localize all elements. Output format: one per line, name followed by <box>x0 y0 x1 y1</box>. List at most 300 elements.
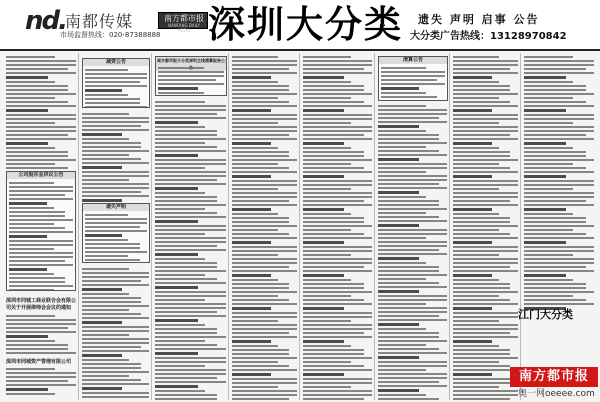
text-line <box>232 85 289 87</box>
text-line <box>303 299 364 301</box>
text-line <box>303 105 372 107</box>
text-line <box>155 328 217 330</box>
text-line <box>303 353 364 355</box>
text-line <box>378 105 426 107</box>
text-line <box>232 378 297 380</box>
text-line <box>82 326 149 328</box>
text-line <box>453 340 492 343</box>
text-line <box>524 287 586 289</box>
text-line <box>82 195 149 197</box>
text-line <box>85 94 128 96</box>
text-line <box>524 93 594 95</box>
text-line <box>303 390 372 392</box>
text-line <box>378 191 419 194</box>
text-line <box>303 114 372 116</box>
text-line <box>82 117 149 119</box>
text-line <box>453 101 510 103</box>
text-line <box>82 187 149 189</box>
text-line <box>85 222 147 224</box>
text-line <box>378 303 426 305</box>
media-logo <box>25 6 204 48</box>
text-line <box>9 252 73 254</box>
text-line <box>378 356 419 359</box>
text-line <box>378 398 439 400</box>
text-line <box>303 328 372 330</box>
text-line <box>85 214 128 216</box>
text-line <box>453 109 492 112</box>
text-line <box>232 142 271 145</box>
text-line <box>524 118 594 120</box>
text-line <box>232 221 289 223</box>
text-line <box>232 122 278 124</box>
text-line <box>378 154 447 156</box>
text-line <box>303 250 372 252</box>
text-line <box>453 378 518 380</box>
text-line <box>303 180 372 182</box>
text-line <box>303 225 372 227</box>
text-line <box>378 241 447 243</box>
text-block <box>524 56 594 312</box>
text-line <box>524 142 566 145</box>
text-line <box>9 285 73 287</box>
text-line <box>378 216 439 218</box>
text-line <box>378 138 439 140</box>
text-line <box>232 175 271 178</box>
text-line <box>303 134 364 136</box>
text-line <box>232 258 297 260</box>
text-line <box>453 369 518 371</box>
supervision-hotline: 市场监督热线：020-87388888 <box>60 31 161 39</box>
text-line <box>232 68 289 70</box>
text-line <box>303 138 372 140</box>
text-line <box>155 192 205 194</box>
text-line <box>378 344 426 346</box>
text-line <box>303 204 372 206</box>
text-line <box>378 340 447 342</box>
text-line <box>303 122 351 124</box>
text-line <box>303 213 351 215</box>
text-line <box>524 274 566 277</box>
text-line <box>6 159 76 161</box>
text-line <box>155 134 217 136</box>
text-line <box>453 365 510 367</box>
text-line <box>453 196 518 198</box>
text-line <box>82 284 149 286</box>
text-line <box>6 60 76 62</box>
text-line <box>378 373 447 375</box>
text-line <box>453 229 499 231</box>
text-line <box>303 184 372 186</box>
text-line <box>453 382 518 384</box>
text-line <box>82 125 141 127</box>
text-line <box>232 147 278 149</box>
column-6 <box>376 53 450 400</box>
text-line <box>524 192 594 194</box>
text-line <box>82 396 149 398</box>
text-block <box>6 368 76 397</box>
text-line <box>378 224 419 227</box>
text-line <box>453 208 492 211</box>
text-line <box>155 245 217 247</box>
notice-title: 公司股东会决议公告 <box>7 172 75 179</box>
text-line <box>453 151 510 153</box>
text-line <box>378 377 447 379</box>
text-line <box>303 332 364 334</box>
text-line <box>82 367 141 369</box>
text-line <box>6 101 68 103</box>
text-line <box>232 60 297 62</box>
text-block <box>6 56 76 171</box>
text-block <box>232 56 297 400</box>
text-line <box>155 237 226 239</box>
text-line <box>155 204 226 206</box>
text-line <box>453 56 499 58</box>
text-line <box>85 85 147 87</box>
text-line <box>82 142 141 144</box>
text-line <box>378 249 439 251</box>
text-line <box>6 138 76 140</box>
text-line <box>82 199 122 202</box>
logo-name: 南都传媒 <box>65 12 134 31</box>
text-line <box>232 386 278 388</box>
text-line <box>303 130 372 132</box>
text-line <box>378 196 426 198</box>
text-line <box>6 130 76 132</box>
column-8 <box>522 53 596 400</box>
text-line <box>378 200 439 202</box>
text-line <box>232 81 278 83</box>
site-watermark: 奥一网oeeee.com <box>518 389 595 399</box>
text-line <box>524 295 573 297</box>
text-line <box>524 237 594 239</box>
text-line <box>82 191 141 193</box>
text-line <box>232 283 289 285</box>
text-line <box>232 109 271 112</box>
notice-body <box>9 182 73 291</box>
notice-body <box>85 69 147 108</box>
text-line <box>524 241 566 244</box>
text-line <box>303 56 351 58</box>
text-line <box>378 167 447 169</box>
text-line <box>82 293 129 295</box>
text-line <box>232 357 297 359</box>
text-line <box>524 171 594 173</box>
text-line <box>82 383 149 385</box>
text-line <box>453 258 518 260</box>
text-line <box>155 274 205 276</box>
text-line <box>82 183 149 185</box>
text-line <box>232 118 297 120</box>
text-line <box>232 151 289 153</box>
text-line <box>303 266 364 268</box>
text-line <box>303 340 344 343</box>
text-line <box>232 163 278 165</box>
text-line <box>524 147 573 149</box>
text-line <box>82 387 122 390</box>
text-line <box>155 138 226 140</box>
text-block <box>82 268 149 400</box>
text-line <box>232 126 297 128</box>
text-line <box>155 357 226 359</box>
column-5 <box>301 53 375 400</box>
text-line <box>82 371 149 373</box>
text-line <box>378 130 426 132</box>
text-line <box>378 171 426 173</box>
text-line <box>155 220 198 223</box>
text-line <box>453 142 492 145</box>
text-line <box>303 208 344 211</box>
text-line <box>232 382 297 384</box>
text-line <box>155 299 205 301</box>
text-line <box>378 332 439 334</box>
text-line <box>6 376 76 378</box>
text-line <box>524 85 586 87</box>
text-line <box>155 249 226 251</box>
text-line <box>155 105 226 107</box>
text-line <box>6 393 55 395</box>
text-line <box>6 368 55 370</box>
text-line <box>232 398 289 400</box>
text-line <box>6 89 68 91</box>
text-line <box>232 208 271 211</box>
text-line <box>378 274 447 276</box>
column-1 <box>4 53 79 400</box>
text-line <box>82 346 141 348</box>
text-line <box>155 163 226 165</box>
text-line <box>232 291 297 293</box>
text-line <box>453 171 518 173</box>
text-line <box>82 150 149 152</box>
text-line <box>453 332 510 334</box>
text-line <box>453 97 499 99</box>
text-line <box>82 179 129 181</box>
text-line <box>232 114 297 116</box>
text-line <box>85 73 147 75</box>
text-line <box>155 154 198 157</box>
text-line <box>232 229 278 231</box>
text-line <box>303 357 372 359</box>
text-line <box>155 113 217 115</box>
text-line <box>155 381 226 383</box>
text-line <box>378 253 447 255</box>
text-line <box>524 217 586 219</box>
text-line <box>9 211 65 213</box>
text-line <box>453 303 518 305</box>
text-line <box>232 246 297 248</box>
text-line <box>524 258 594 260</box>
text-line <box>303 295 351 297</box>
text-line <box>82 138 129 140</box>
text-line <box>232 274 271 277</box>
text-line <box>85 226 140 228</box>
text-line <box>524 225 594 227</box>
text-line <box>453 204 518 206</box>
text-line <box>378 307 447 309</box>
text-line <box>524 81 573 83</box>
text-line <box>303 270 372 272</box>
text-line <box>85 69 128 71</box>
text-line <box>378 212 426 214</box>
text-line <box>82 301 141 303</box>
text-line <box>155 270 226 272</box>
text-line <box>378 299 447 301</box>
text-line <box>303 159 372 161</box>
text-line <box>453 320 499 322</box>
text-line <box>378 237 426 239</box>
text-line <box>232 394 297 396</box>
text-line <box>6 331 76 333</box>
text-line <box>6 134 68 136</box>
text-line <box>9 235 47 238</box>
text-line <box>85 255 128 257</box>
text-line <box>303 336 372 338</box>
text-line <box>6 109 48 112</box>
text-line <box>155 101 205 103</box>
notice-title: 减资公告 <box>83 59 149 66</box>
text-line <box>6 348 68 350</box>
text-line <box>524 60 594 62</box>
text-line <box>9 264 73 266</box>
text-line <box>9 268 47 271</box>
text-line <box>155 348 226 350</box>
text-line <box>6 122 55 124</box>
text-line <box>82 133 122 136</box>
text-line <box>453 241 492 244</box>
text-line <box>453 221 510 223</box>
text-line <box>453 254 499 256</box>
text-line <box>378 175 447 177</box>
text-line <box>524 208 566 211</box>
text-line <box>232 353 289 355</box>
text-line <box>232 134 289 136</box>
text-line <box>155 258 205 260</box>
text-line <box>85 251 147 253</box>
text-line <box>82 171 149 173</box>
text-line <box>85 230 147 232</box>
text-line <box>232 287 289 289</box>
text-line <box>378 229 447 231</box>
text-line <box>85 98 140 100</box>
text-line <box>303 142 344 145</box>
text-line <box>6 105 76 107</box>
text-line <box>232 270 297 272</box>
text-line <box>524 68 586 70</box>
text-line <box>453 81 499 83</box>
text-line <box>155 390 205 392</box>
text-line <box>453 262 518 264</box>
text-line <box>378 134 439 136</box>
text-line <box>453 328 518 330</box>
text-line <box>232 56 278 58</box>
column-7 <box>451 53 521 400</box>
text-line <box>524 126 594 128</box>
text-line <box>524 167 586 169</box>
text-line <box>303 229 351 231</box>
text-line <box>524 122 573 124</box>
text-line <box>524 175 566 178</box>
text-line <box>6 388 48 391</box>
text-line <box>303 283 364 285</box>
text-line <box>155 394 217 396</box>
text-line <box>303 324 372 326</box>
text-line <box>524 204 594 206</box>
text-line <box>82 359 129 361</box>
ad-hotline: 大分类广告热线：13128970842 <box>410 31 567 42</box>
text-line <box>82 146 141 148</box>
text-line <box>453 233 510 235</box>
text-line <box>158 67 204 69</box>
text-line <box>6 85 68 87</box>
text-line <box>85 234 122 237</box>
text-line <box>232 233 289 235</box>
text-line <box>82 330 149 332</box>
text-line <box>303 101 364 103</box>
text-line <box>303 155 364 157</box>
text-line <box>6 352 76 354</box>
text-line <box>453 283 510 285</box>
text-line <box>453 266 510 268</box>
text-line <box>303 76 344 79</box>
text-line <box>82 354 122 357</box>
text-line <box>155 311 217 313</box>
text-line <box>232 373 271 376</box>
text-line <box>303 241 344 244</box>
text-line <box>155 385 198 388</box>
text-line <box>378 270 439 272</box>
text-line <box>232 213 278 215</box>
text-line <box>9 186 73 188</box>
text-line <box>524 188 573 190</box>
text-line <box>6 114 76 116</box>
text-line <box>85 102 140 104</box>
text-line <box>158 87 198 90</box>
text-line <box>453 159 518 161</box>
text-line <box>378 109 447 111</box>
text-line <box>155 183 226 185</box>
text-line <box>303 60 372 62</box>
text-line <box>155 179 217 181</box>
text-line <box>155 315 226 317</box>
text-line <box>303 93 372 95</box>
text-line <box>453 307 492 310</box>
text-line <box>303 365 364 367</box>
text-line <box>524 200 586 202</box>
text-line <box>303 246 372 248</box>
text-line <box>6 344 68 346</box>
text-line <box>453 386 499 388</box>
text-line <box>155 208 205 210</box>
text-line <box>453 287 510 289</box>
text-line <box>303 118 372 120</box>
text-line <box>82 121 149 123</box>
text-line <box>6 76 48 79</box>
text-line <box>155 167 205 169</box>
text-line <box>453 274 492 277</box>
text-line <box>303 81 351 83</box>
text-line <box>85 218 147 220</box>
text-line <box>453 316 518 318</box>
text-line <box>378 163 447 165</box>
text-line <box>232 345 278 347</box>
text-line <box>155 241 226 243</box>
text-line <box>85 77 147 79</box>
text-line <box>155 117 226 119</box>
text-line <box>6 151 68 153</box>
text-block <box>82 113 149 204</box>
text-line <box>453 390 518 392</box>
text-line <box>232 320 278 322</box>
text-line <box>453 167 510 169</box>
